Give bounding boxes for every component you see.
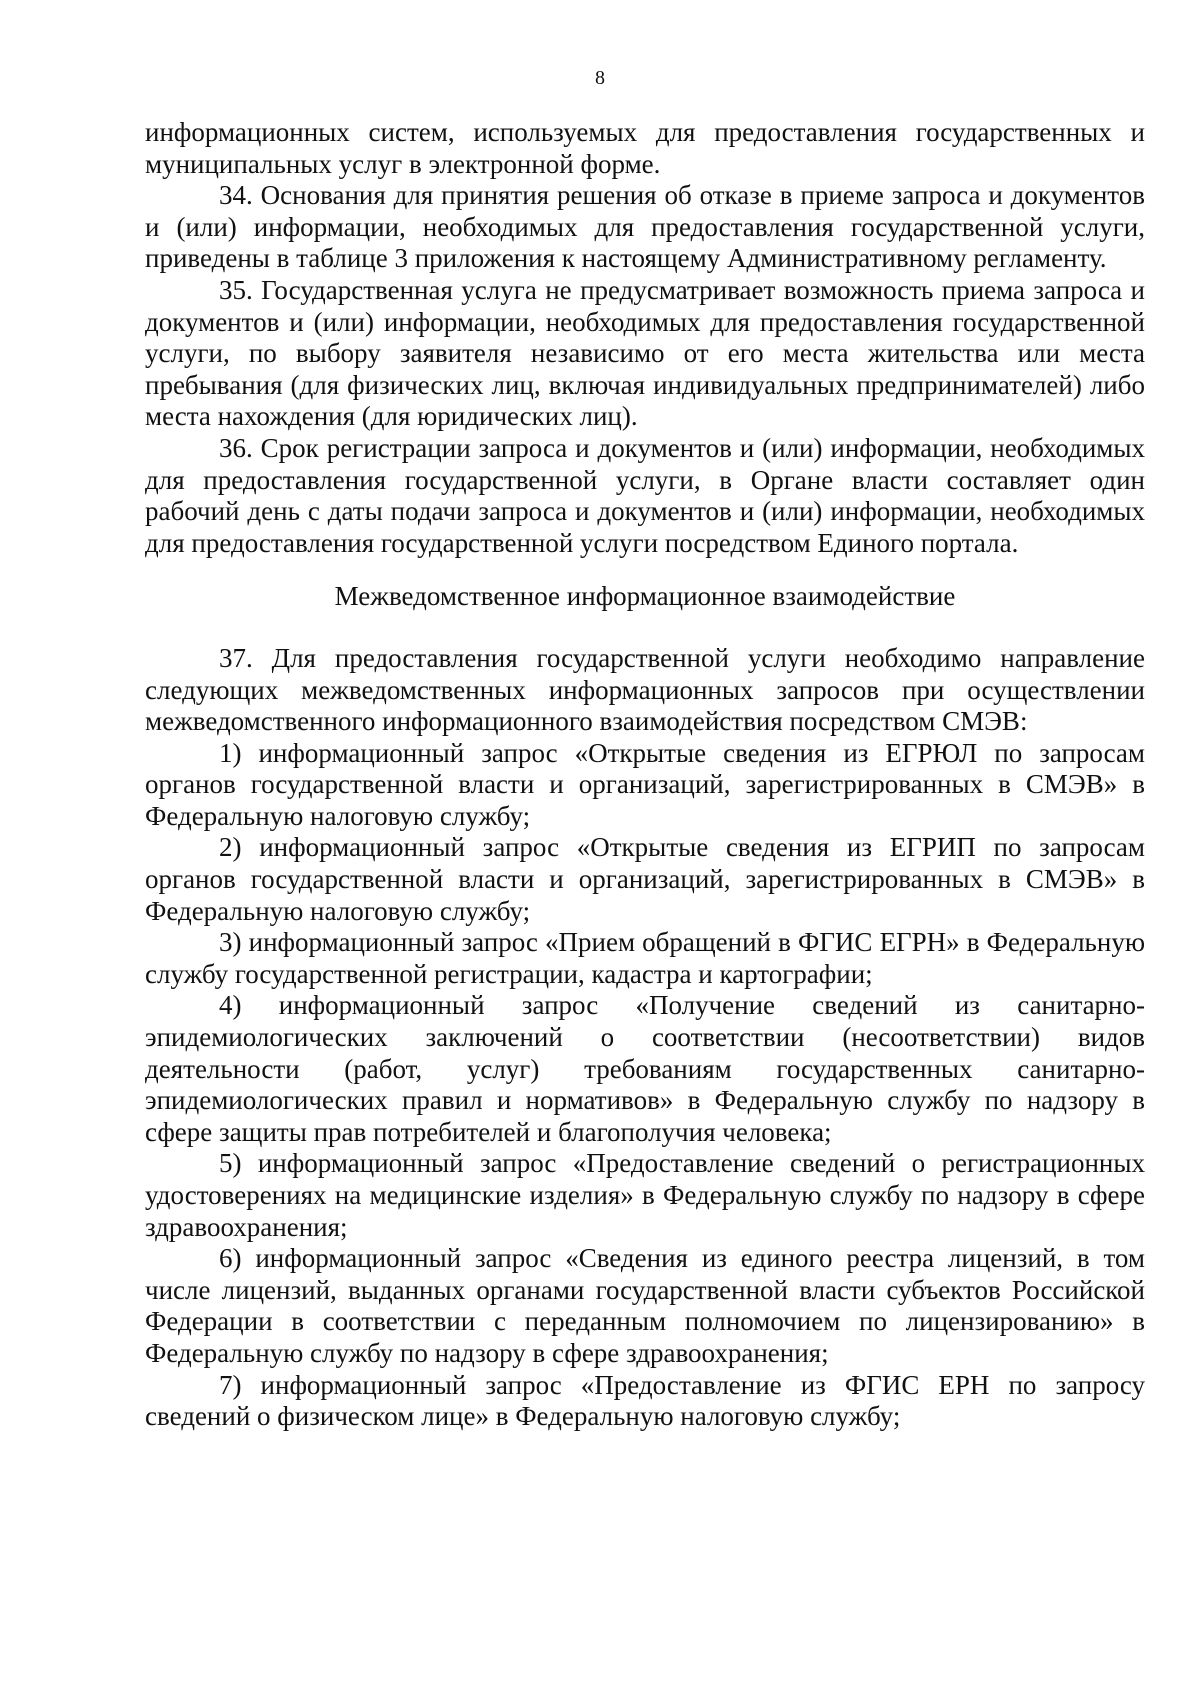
list-item-2: 2) информационный запрос «Открытые сведения из ЕГРИП по запросам органов государственной власти и организаций, зарегистрированных в СМЭВ» в Федеральную налоговую службу; (145, 832, 1145, 926)
paragraph-37: 37. Для предоставления государственной услуги необходимо направление следующих межведомственных информационных запросов при осуществлении межведомственного информационного взаимодействия посредством СМЭВ: (145, 642, 1145, 737)
list-item-7: 7) информационный запрос «Предоставление из ФГИС ЕРН по запросу сведений о физическом лице» в Федеральную налоговую службу; (145, 1369, 1145, 1432)
paragraph-36: 36. Срок регистрации запроса и документов и (или) информации, необходимых для предоставления государственной услуги, в Органе власти составляет один рабочий день с даты подачи запроса и документов и (или) информации, необходимых для предоставления государственной услуги посредством Единого портала. (145, 432, 1145, 558)
paragraph-35: 35. Государственная услуга не предусматривает возможность приема запроса и документов и (или) информации, необходимых для предоставления государственной услуги, по выбору заявителя независимо от его места жительства или места пребывания (для физических лиц, включая индивидуальных предпринимателей) либо места нахождения (для юридических лиц). (145, 274, 1145, 432)
list-item-4: 4) информационный запрос «Получение сведений из санитарно-эпидемиологических заключений о соответствии (несоответствии) видов деятельности (работ, услуг) требованиям государственных санитарно-эпидемиологических правил и нормативов» в Федеральную службу по надзору в сфере защиты прав потребителей и благополучия человека; (145, 990, 1145, 1147)
document-body (145, 117, 1145, 1433)
page-number: 8 (595, 67, 605, 89)
list-item-6: 6) информационный запрос «Сведения из единого реестра лицензий, в том числе лицензий, выданных органами государственной власти субъектов Российской Федерации в соответствии с переданным полномочием по лицензированию» в Федеральную службу по надзору в сфере здравоохранения; (145, 1243, 1145, 1368)
list-item-5: 5) информационный запрос «Предоставление сведений о регистрационных удостоверениях на медицинские изделия» в Федеральную службу по надзору в сфере здравоохранения; (145, 1148, 1145, 1242)
paragraph-34: 34. Основания для принятия решения об отказе в приеме запроса и документов и (или) информации, необходимых для предоставления государственной услуги, приведены в таблице 3 приложения к настоящему Административному регламенту. (145, 180, 1145, 274)
paragraph-continuation: информационных систем, используемых для предоставления государственных и муниципальных услуг в электронной форме. (145, 117, 1145, 179)
list-item-3: 3) информационный запрос «Прием обращений в ФГИС ЕГРН» в Федеральную службу государственной регистрации, кадастра и картографии; (145, 927, 1145, 989)
section-heading: Межведомственное информационное взаимодействие (334, 581, 956, 612)
list-item-1: 1) информационный запрос «Открытые сведения из ЕГРЮЛ по запросам органов государственной власти и организаций, зарегистрированных в СМЭВ» в Федеральную налоговую службу; (145, 737, 1145, 831)
